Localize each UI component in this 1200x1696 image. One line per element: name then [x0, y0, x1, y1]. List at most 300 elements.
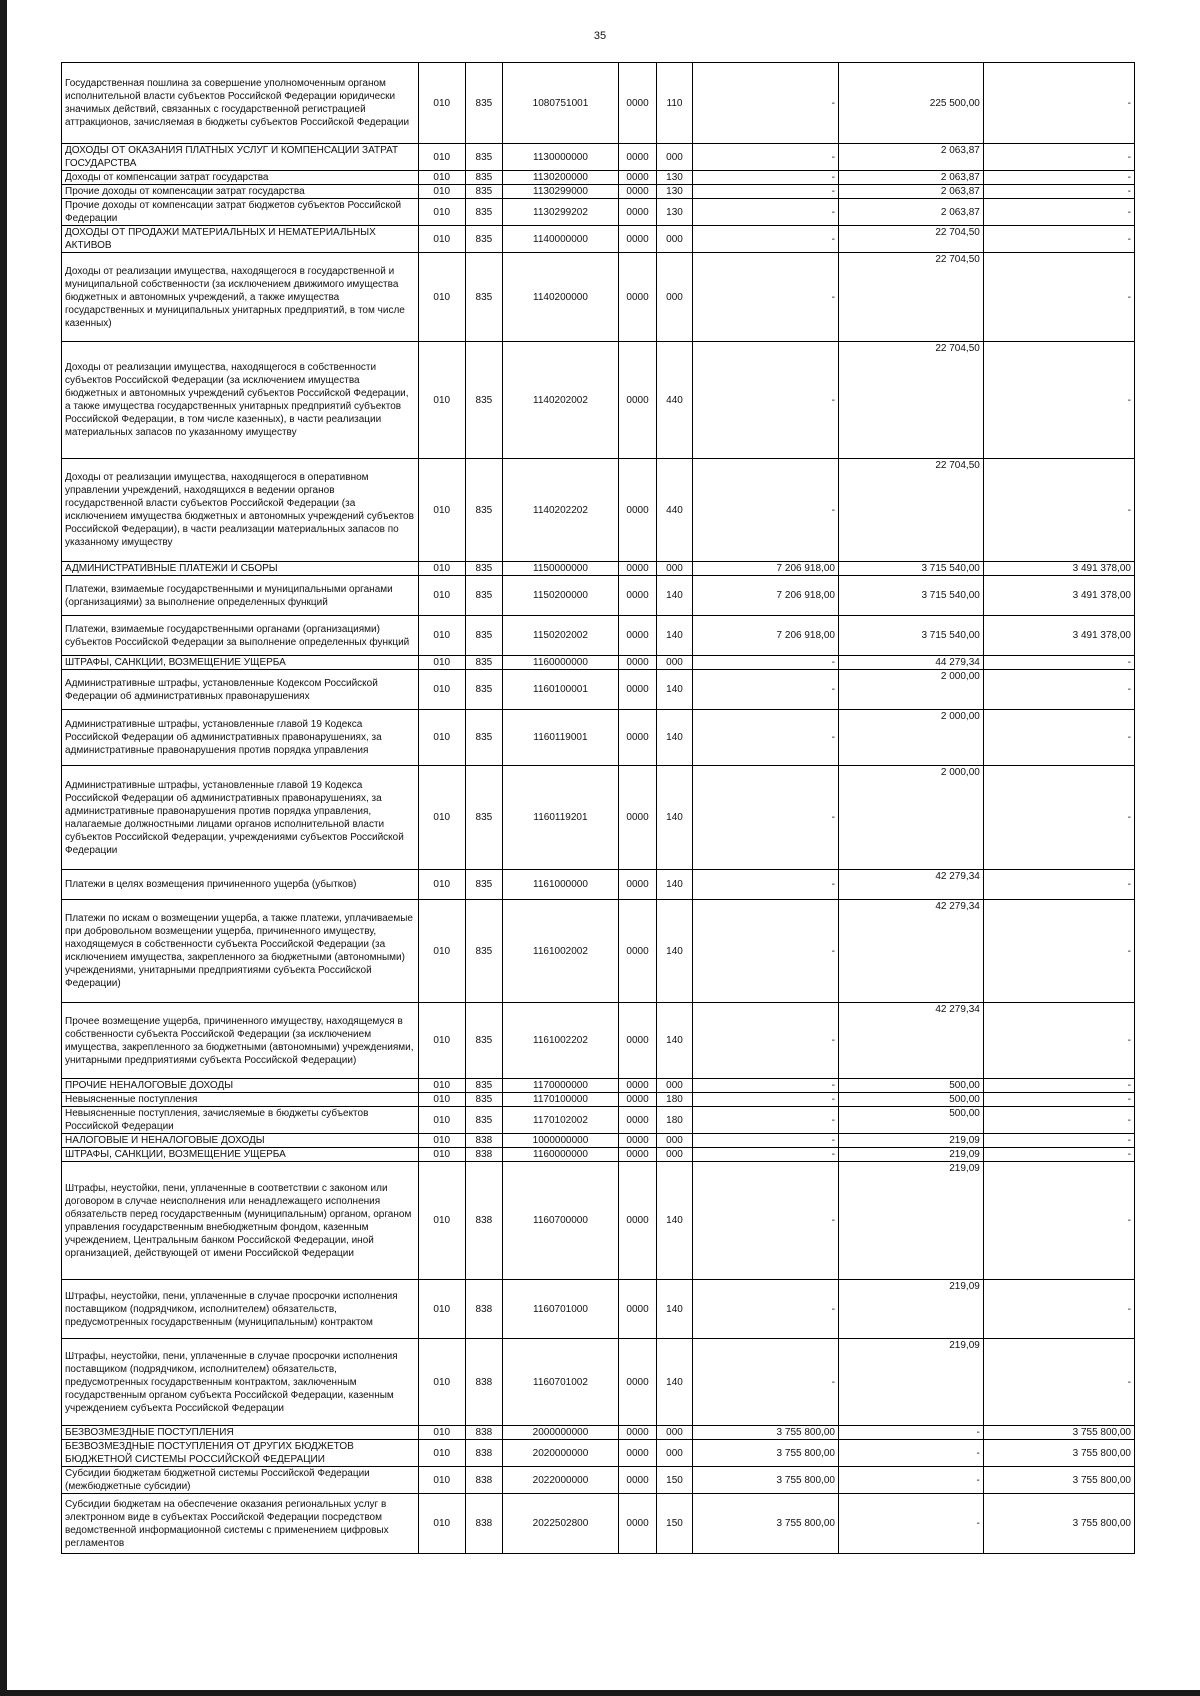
value-remaining: -: [983, 1339, 1134, 1426]
code-section: 010: [418, 1162, 465, 1280]
code-admin: 835: [465, 710, 502, 766]
row-description: АДМИНИСТРАТИВНЫЕ ПЛАТЕЖИ И СБОРЫ: [62, 562, 419, 576]
code-revenue: 1160701002: [502, 1339, 618, 1426]
code-section: 010: [418, 900, 465, 1003]
code-revenue: 1160000000: [502, 656, 618, 670]
value-remaining: -: [983, 253, 1134, 342]
table-row: [62, 1107, 1135, 1134]
table-row: [62, 1093, 1135, 1107]
code-revenue: 1130200000: [502, 171, 618, 185]
code-admin: 835: [465, 870, 502, 900]
value-remaining: 3 491 378,00: [983, 562, 1134, 576]
code-section: 010: [418, 199, 465, 226]
code-admin: 835: [465, 171, 502, 185]
row-description: Доходы от реализации имущества, находящегося в собственности субъектов Российской Федерации (за исключением имущества бюджетных и автономных учреждений субъектов Российской Федерации, а также имущества государственных унитарных предприятий субъектов Российской Федерации, в том числе казенных), в части реализации материальных запасов по указанному имуществу: [62, 342, 419, 459]
value-executed: 219,09: [838, 1162, 983, 1280]
code-program: 0000: [619, 900, 657, 1003]
row-description: ДОХОДЫ ОТ ПРОДАЖИ МАТЕРИАЛЬНЫХ И НЕМАТЕРИАЛЬНЫХ АКТИВОВ: [62, 226, 419, 253]
code-revenue: 1170000000: [502, 1079, 618, 1093]
code-program: 0000: [619, 1162, 657, 1280]
code-section: 010: [418, 1107, 465, 1134]
code-program: 0000: [619, 459, 657, 562]
value-remaining: -: [983, 1093, 1134, 1107]
table-row: [62, 576, 1135, 616]
value-executed: 219,09: [838, 1134, 983, 1148]
table-row: [62, 1003, 1135, 1079]
value-remaining: -: [983, 199, 1134, 226]
code-admin: 838: [465, 1280, 502, 1339]
value-remaining: -: [983, 656, 1134, 670]
table-row: [62, 562, 1135, 576]
code-program: 0000: [619, 616, 657, 656]
code-kosgu: 140: [657, 900, 693, 1003]
code-revenue: 2000000000: [502, 1426, 618, 1440]
code-revenue: 2022502800: [502, 1494, 618, 1554]
row-description: БЕЗВОЗМЕЗДНЫЕ ПОСТУПЛЕНИЯ ОТ ДРУГИХ БЮДЖЕТОВ БЮДЖЕТНОЙ СИСТЕМЫ РОССИЙСКОЙ ФЕДЕРАЦИИ: [62, 1440, 419, 1467]
code-admin: 838: [465, 1162, 502, 1280]
value-executed: 3 715 540,00: [838, 576, 983, 616]
code-program: 0000: [619, 226, 657, 253]
code-admin: 838: [465, 1339, 502, 1426]
code-admin: 835: [465, 616, 502, 656]
code-revenue: 1160100001: [502, 670, 618, 710]
code-revenue: 1161000000: [502, 870, 618, 900]
value-executed: 2 000,00: [838, 670, 983, 710]
table-row: [62, 1494, 1135, 1554]
code-admin: 835: [465, 459, 502, 562]
value-remaining: 3 491 378,00: [983, 576, 1134, 616]
scan-edge-bottom: [0, 1690, 1200, 1696]
code-section: 010: [418, 253, 465, 342]
value-plan: -: [693, 253, 839, 342]
row-description: Доходы от реализации имущества, находящегося в оперативном управлении учреждений, находящихся в ведении органов государственной власти субъектов Российской Федерации (за исключением имущества бюджетных и автономных учреждений субъектов Российской Федерации), в части реализации материальных запасов по указанному имуществу: [62, 459, 419, 562]
code-revenue: 1130299000: [502, 185, 618, 199]
value-executed: -: [838, 1426, 983, 1440]
value-remaining: -: [983, 1148, 1134, 1162]
code-kosgu: 000: [657, 656, 693, 670]
value-remaining: 3 755 800,00: [983, 1494, 1134, 1554]
value-remaining: -: [983, 226, 1134, 253]
page-number: 35: [593, 30, 607, 42]
code-admin: 835: [465, 900, 502, 1003]
code-program: 0000: [619, 1426, 657, 1440]
code-kosgu: 140: [657, 670, 693, 710]
code-program: 0000: [619, 63, 657, 144]
row-description: Платежи, взимаемые государственными и муниципальными органами (организациями) за выполнение определенных функций: [62, 576, 419, 616]
code-admin: 835: [465, 144, 502, 171]
code-revenue: 1161002002: [502, 900, 618, 1003]
row-description: Платежи в целях возмещения причиненного ущерба (убытков): [62, 870, 419, 900]
value-plan: -: [693, 766, 839, 870]
code-kosgu: 110: [657, 63, 693, 144]
row-description: Субсидии бюджетам на обеспечение оказания региональных услуг в электронном виде в субъектах Российской Федерации посредством ведомственной информационной системы с применением цифровых регламентов: [62, 1494, 419, 1554]
code-revenue: 1140202002: [502, 342, 618, 459]
code-admin: 835: [465, 1003, 502, 1079]
value-plan: -: [693, 1162, 839, 1280]
code-revenue: 1130299202: [502, 199, 618, 226]
value-plan: 3 755 800,00: [693, 1440, 839, 1467]
code-program: 0000: [619, 670, 657, 710]
table-row: [62, 900, 1135, 1003]
row-description: Доходы от реализации имущества, находящегося в государственной и муниципальной собственности (за исключением движимого имущества бюджетных и автономных учреждений, а также имущества государственных и муниципальных унитарных предприятий, в том числе казенных): [62, 253, 419, 342]
code-program: 0000: [619, 1079, 657, 1093]
row-description: ПРОЧИЕ НЕНАЛОГОВЫЕ ДОХОДЫ: [62, 1079, 419, 1093]
value-remaining: 3 755 800,00: [983, 1467, 1134, 1494]
code-kosgu: 000: [657, 1079, 693, 1093]
value-executed: -: [838, 1440, 983, 1467]
code-section: 010: [418, 1339, 465, 1426]
code-section: 010: [418, 616, 465, 656]
code-section: 010: [418, 63, 465, 144]
table-row: [62, 1467, 1135, 1494]
row-description: Невыясненные поступления: [62, 1093, 419, 1107]
value-remaining: -: [983, 710, 1134, 766]
code-kosgu: 440: [657, 459, 693, 562]
code-revenue: 1160701000: [502, 1280, 618, 1339]
code-section: 010: [418, 1280, 465, 1339]
code-admin: 838: [465, 1148, 502, 1162]
code-revenue: 1140202202: [502, 459, 618, 562]
code-revenue: 1160000000: [502, 1148, 618, 1162]
row-description: ШТРАФЫ, САНКЦИИ, ВОЗМЕЩЕНИЕ УЩЕРБА: [62, 1148, 419, 1162]
code-kosgu: 150: [657, 1494, 693, 1554]
code-revenue: 1160119201: [502, 766, 618, 870]
code-kosgu: 140: [657, 1162, 693, 1280]
code-kosgu: 130: [657, 185, 693, 199]
code-admin: 835: [465, 1107, 502, 1134]
row-description: Штрафы, неустойки, пени, уплаченные в соответствии с законом или договором в случае неисполнения или ненадлежащего исполнения обязательств перед государственным (муниципальным) органом, органом управления государственным внебюджетным фондом, казенным учреждением, Центральным банком Российской Федерации, иной организацией, действующей от имени Российской Федерации: [62, 1162, 419, 1280]
value-executed: 500,00: [838, 1079, 983, 1093]
code-program: 0000: [619, 1467, 657, 1494]
table-row: [62, 199, 1135, 226]
table-row: [62, 870, 1135, 900]
table-row: [62, 144, 1135, 171]
value-plan: -: [693, 656, 839, 670]
code-program: 0000: [619, 710, 657, 766]
value-remaining: -: [983, 144, 1134, 171]
value-executed: -: [838, 1494, 983, 1554]
code-revenue: 1140200000: [502, 253, 618, 342]
value-remaining: -: [983, 1134, 1134, 1148]
code-program: 0000: [619, 576, 657, 616]
code-section: 010: [418, 226, 465, 253]
value-plan: -: [693, 1148, 839, 1162]
value-remaining: -: [983, 870, 1134, 900]
value-plan: -: [693, 710, 839, 766]
code-kosgu: 140: [657, 870, 693, 900]
value-remaining: 3 755 800,00: [983, 1440, 1134, 1467]
value-plan: -: [693, 870, 839, 900]
code-kosgu: 000: [657, 562, 693, 576]
code-revenue: 1160700000: [502, 1162, 618, 1280]
code-kosgu: 180: [657, 1107, 693, 1134]
table-row: [62, 226, 1135, 253]
code-kosgu: 440: [657, 342, 693, 459]
code-admin: 835: [465, 342, 502, 459]
value-plan: -: [693, 1339, 839, 1426]
value-executed: 225 500,00: [838, 63, 983, 144]
value-executed: 500,00: [838, 1107, 983, 1134]
value-remaining: -: [983, 63, 1134, 144]
code-kosgu: 130: [657, 199, 693, 226]
table-row: [62, 253, 1135, 342]
code-section: 010: [418, 1134, 465, 1148]
row-description: Доходы от компенсации затрат государства: [62, 171, 419, 185]
code-admin: 838: [465, 1134, 502, 1148]
table-row: [62, 1148, 1135, 1162]
code-section: 010: [418, 562, 465, 576]
code-kosgu: 140: [657, 576, 693, 616]
value-plan: -: [693, 185, 839, 199]
value-plan: -: [693, 63, 839, 144]
code-kosgu: 000: [657, 226, 693, 253]
value-remaining: -: [983, 1107, 1134, 1134]
value-plan: -: [693, 459, 839, 562]
code-admin: 835: [465, 185, 502, 199]
value-plan: -: [693, 670, 839, 710]
scan-edge-left: [0, 0, 7, 1696]
code-admin: 835: [465, 766, 502, 870]
code-program: 0000: [619, 185, 657, 199]
row-description: БЕЗВОЗМЕЗДНЫЕ ПОСТУПЛЕНИЯ: [62, 1426, 419, 1440]
code-revenue: 1160119001: [502, 710, 618, 766]
row-description: Субсидии бюджетам бюджетной системы Российской Федерации (межбюджетные субсидии): [62, 1467, 419, 1494]
table-row: [62, 459, 1135, 562]
code-section: 010: [418, 1093, 465, 1107]
code-program: 0000: [619, 656, 657, 670]
code-revenue: 1130000000: [502, 144, 618, 171]
code-program: 0000: [619, 1440, 657, 1467]
table-row: [62, 656, 1135, 670]
table-row: [62, 1426, 1135, 1440]
value-executed: 3 715 540,00: [838, 562, 983, 576]
value-remaining: -: [983, 1280, 1134, 1339]
code-section: 010: [418, 144, 465, 171]
row-description: Невыясненные поступления, зачисляемые в бюджеты субъектов Российской Федерации: [62, 1107, 419, 1134]
table-row: [62, 1339, 1135, 1426]
row-description: Государственная пошлина за совершение уполномоченным органом исполнительной власти субъектов Российской Федерации юридически значимых действий, связанных с государственной регистрацией аттракционов, зачисляемая в бюджеты субъектов Российской Федерации: [62, 63, 419, 144]
code-revenue: 1150000000: [502, 562, 618, 576]
row-description: Административные штрафы, установленные Кодексом Российской Федерации об административных правонарушениях: [62, 670, 419, 710]
row-description: Прочие доходы от компенсации затрат бюджетов субъектов Российской Федерации: [62, 199, 419, 226]
value-executed: 2 063,87: [838, 144, 983, 171]
table-row: [62, 1440, 1135, 1467]
code-kosgu: 000: [657, 1426, 693, 1440]
value-remaining: -: [983, 1162, 1134, 1280]
code-program: 0000: [619, 1148, 657, 1162]
code-program: 0000: [619, 199, 657, 226]
code-revenue: 1150200000: [502, 576, 618, 616]
code-section: 010: [418, 459, 465, 562]
code-admin: 835: [465, 199, 502, 226]
table-row: [62, 63, 1135, 144]
code-admin: 835: [465, 656, 502, 670]
table-row: [62, 1280, 1135, 1339]
value-executed: 22 704,50: [838, 342, 983, 459]
code-revenue: 1150202002: [502, 616, 618, 656]
table-row: [62, 185, 1135, 199]
code-kosgu: 000: [657, 1440, 693, 1467]
code-section: 010: [418, 1003, 465, 1079]
code-kosgu: 000: [657, 144, 693, 171]
value-executed: 22 704,50: [838, 459, 983, 562]
code-program: 0000: [619, 1494, 657, 1554]
code-admin: 835: [465, 576, 502, 616]
code-revenue: 1161002202: [502, 1003, 618, 1079]
code-kosgu: 140: [657, 1280, 693, 1339]
code-admin: 838: [465, 1467, 502, 1494]
row-description: ШТРАФЫ, САНКЦИИ, ВОЗМЕЩЕНИЕ УЩЕРБА: [62, 656, 419, 670]
value-executed: 2 063,87: [838, 171, 983, 185]
value-executed: 22 704,50: [838, 253, 983, 342]
code-section: 010: [418, 870, 465, 900]
code-admin: 835: [465, 670, 502, 710]
table-row: [62, 670, 1135, 710]
value-executed: 219,09: [838, 1148, 983, 1162]
value-plan: 3 755 800,00: [693, 1494, 839, 1554]
table-row: [62, 766, 1135, 870]
value-remaining: -: [983, 171, 1134, 185]
value-plan: -: [693, 1093, 839, 1107]
code-program: 0000: [619, 870, 657, 900]
code-program: 0000: [619, 1107, 657, 1134]
value-executed: 2 000,00: [838, 766, 983, 870]
code-program: 0000: [619, 342, 657, 459]
value-remaining: -: [983, 459, 1134, 562]
code-section: 010: [418, 1440, 465, 1467]
value-plan: -: [693, 900, 839, 1003]
code-kosgu: 000: [657, 1148, 693, 1162]
value-plan: -: [693, 1107, 839, 1134]
value-executed: 219,09: [838, 1339, 983, 1426]
code-kosgu: 140: [657, 710, 693, 766]
row-description: Платежи по искам о возмещении ущерба, а также платежи, уплачиваемые при добровольном возмещении ущерба, причиненного имуществу, находящемуся в собственности субъекта Российской Федерации (за исключением имущества, закрепленного за бюджетными (автономными) учреждениями, унитарными предприятиями субъекта Российской Федерации): [62, 900, 419, 1003]
code-revenue: 1080751001: [502, 63, 618, 144]
code-kosgu: 140: [657, 766, 693, 870]
code-section: 010: [418, 1467, 465, 1494]
value-executed: 2 063,87: [838, 199, 983, 226]
row-description: НАЛОГОВЫЕ И НЕНАЛОГОВЫЕ ДОХОДЫ: [62, 1134, 419, 1148]
value-remaining: -: [983, 1079, 1134, 1093]
value-remaining: 3 491 378,00: [983, 616, 1134, 656]
value-plan: -: [693, 1079, 839, 1093]
code-revenue: 2020000000: [502, 1440, 618, 1467]
code-program: 0000: [619, 1339, 657, 1426]
code-section: 010: [418, 576, 465, 616]
value-plan: 7 206 918,00: [693, 576, 839, 616]
code-section: 010: [418, 171, 465, 185]
revenue-table: [61, 62, 1135, 1554]
code-revenue: 2022000000: [502, 1467, 618, 1494]
value-executed: 42 279,34: [838, 870, 983, 900]
value-executed: 42 279,34: [838, 1003, 983, 1079]
value-remaining: -: [983, 670, 1134, 710]
code-kosgu: 000: [657, 253, 693, 342]
code-kosgu: 140: [657, 1003, 693, 1079]
value-executed: 42 279,34: [838, 900, 983, 1003]
code-section: 010: [418, 185, 465, 199]
value-plan: 3 755 800,00: [693, 1426, 839, 1440]
value-remaining: -: [983, 185, 1134, 199]
code-kosgu: 130: [657, 171, 693, 185]
value-executed: 44 279,34: [838, 656, 983, 670]
code-admin: 838: [465, 1440, 502, 1467]
code-kosgu: 150: [657, 1467, 693, 1494]
code-admin: 835: [465, 63, 502, 144]
code-program: 0000: [619, 171, 657, 185]
code-program: 0000: [619, 144, 657, 171]
row-description: ДОХОДЫ ОТ ОКАЗАНИЯ ПЛАТНЫХ УСЛУГ И КОМПЕНСАЦИИ ЗАТРАТ ГОСУДАРСТВА: [62, 144, 419, 171]
code-admin: 835: [465, 253, 502, 342]
value-executed: 2 063,87: [838, 185, 983, 199]
value-plan: -: [693, 1134, 839, 1148]
code-program: 0000: [619, 562, 657, 576]
row-description: Штрафы, неустойки, пени, уплаченные в случае просрочки исполнения поставщиком (подрядчиком, исполнителем) обязательств, предусмотренных государственным (муниципальным) контрактом: [62, 1280, 419, 1339]
value-plan: -: [693, 1003, 839, 1079]
code-kosgu: 140: [657, 1339, 693, 1426]
row-description: Штрафы, неустойки, пени, уплаченные в случае просрочки исполнения поставщиком (подрядчиком, исполнителем) обязательств, предусмотренных государственным контрактом, заключенным государственным органом субъекта Российской Федерации, казенным учреждением субъекта Российской Федерации: [62, 1339, 419, 1426]
value-executed: 3 715 540,00: [838, 616, 983, 656]
code-section: 010: [418, 1148, 465, 1162]
code-revenue: 1170100000: [502, 1093, 618, 1107]
value-executed: 22 704,50: [838, 226, 983, 253]
code-admin: 835: [465, 562, 502, 576]
value-executed: 500,00: [838, 1093, 983, 1107]
code-section: 010: [418, 766, 465, 870]
row-description: Прочее возмещение ущерба, причиненного имуществу, находящемуся в собственности субъекта Российской Федерации (за исключением имущества, закрепленного за бюджетными (автономными) учреждениями, унитарными предприятиями субъекта Российской Федерации): [62, 1003, 419, 1079]
code-section: 010: [418, 670, 465, 710]
table-row: [62, 1079, 1135, 1093]
table-row: [62, 342, 1135, 459]
code-admin: 838: [465, 1426, 502, 1440]
row-description: Административные штрафы, установленные главой 19 Кодекса Российской Федерации об административных правонарушениях, за административные правонарушения против порядка управления, налагаемые должностными лицами органов исполнительной власти субъектов Российской Федерации, учреждениями субъектов Российской Федерации: [62, 766, 419, 870]
value-plan: -: [693, 226, 839, 253]
code-section: 010: [418, 1079, 465, 1093]
table-row: [62, 1162, 1135, 1280]
table-row: [62, 616, 1135, 656]
value-executed: 2 000,00: [838, 710, 983, 766]
value-plan: -: [693, 342, 839, 459]
value-plan: -: [693, 171, 839, 185]
value-remaining: 3 755 800,00: [983, 1426, 1134, 1440]
value-plan: 7 206 918,00: [693, 616, 839, 656]
row-description: Платежи, взимаемые государственными органами (организациями) субъектов Российской Федерации за выполнение определенных функций: [62, 616, 419, 656]
value-plan: -: [693, 199, 839, 226]
code-kosgu: 180: [657, 1093, 693, 1107]
code-revenue: 1000000000: [502, 1134, 618, 1148]
value-remaining: -: [983, 1003, 1134, 1079]
row-description: Прочие доходы от компенсации затрат государства: [62, 185, 419, 199]
code-section: 010: [418, 342, 465, 459]
code-admin: 835: [465, 1093, 502, 1107]
table-row: [62, 710, 1135, 766]
row-description: Административные штрафы, установленные главой 19 Кодекса Российской Федерации об административных правонарушениях, за административные правонарушения против порядка управления: [62, 710, 419, 766]
value-plan: -: [693, 144, 839, 171]
value-plan: 7 206 918,00: [693, 562, 839, 576]
value-plan: -: [693, 1280, 839, 1339]
value-executed: 219,09: [838, 1280, 983, 1339]
code-section: 010: [418, 710, 465, 766]
value-remaining: -: [983, 766, 1134, 870]
code-program: 0000: [619, 253, 657, 342]
code-revenue: 1140000000: [502, 226, 618, 253]
table-row: [62, 171, 1135, 185]
table-row: [62, 1134, 1135, 1148]
code-section: 010: [418, 656, 465, 670]
code-admin: 835: [465, 226, 502, 253]
code-admin: 835: [465, 1079, 502, 1093]
code-program: 0000: [619, 766, 657, 870]
